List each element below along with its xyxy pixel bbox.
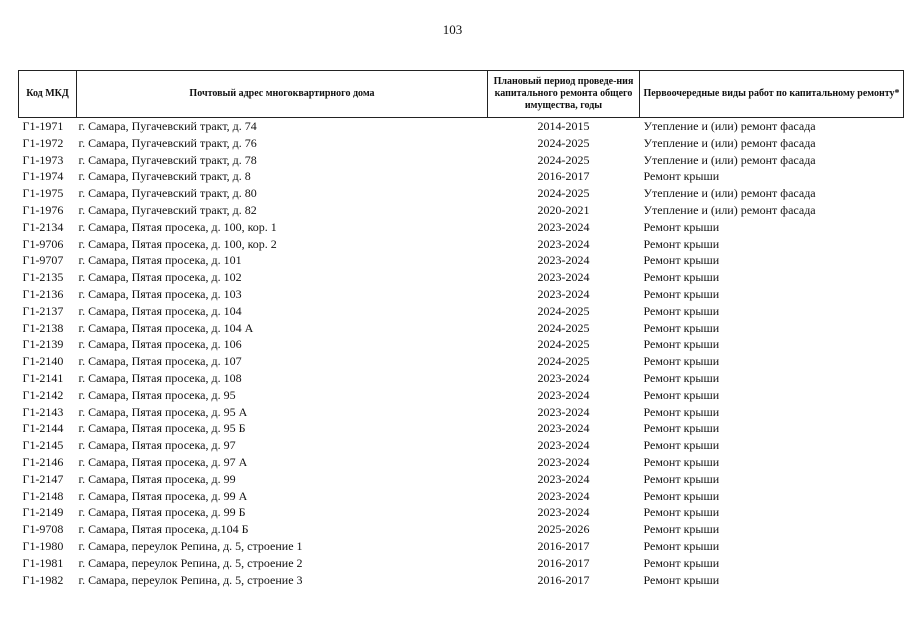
table-row — [19, 555, 904, 572]
table-header — [19, 71, 904, 118]
row-work: Ремонт крыши — [643, 387, 720, 402]
table-row — [19, 471, 904, 488]
row-work: Ремонт крыши — [643, 522, 720, 537]
row-period: 2023-2024 — [537, 454, 590, 469]
table-row — [19, 252, 904, 269]
row-code: Г1-2135 — [22, 270, 64, 285]
table-body — [19, 118, 904, 589]
row-period: 2023-2024 — [537, 438, 590, 453]
table-row — [19, 420, 904, 437]
table-row — [19, 404, 904, 421]
table-row — [19, 168, 904, 185]
row-address: г. Самара, переулок Репина, д. 5, строение 2 — [78, 555, 303, 570]
row-address: г. Самара, Пятая просека, д. 97 — [78, 438, 236, 453]
row-period: 2023-2024 — [537, 488, 590, 503]
header-works: Первоочередные виды работ по капитальному ремонту* — [640, 71, 904, 118]
table-row — [19, 269, 904, 286]
row-code: Г1-2147 — [22, 471, 64, 486]
row-work: Ремонт крыши — [643, 303, 720, 318]
table-row — [19, 135, 904, 152]
row-period: 2016-2017 — [537, 572, 590, 587]
row-code: Г1-1971 — [22, 119, 64, 133]
row-address: г. Самара, Пугачевский тракт, д. 78 — [78, 152, 257, 167]
table-row — [19, 236, 904, 253]
row-work: Ремонт крыши — [643, 169, 720, 184]
row-address: г. Самара, Пятая просека, д. 103 — [78, 286, 242, 301]
row-code: Г1-2143 — [22, 404, 64, 419]
row-code: Г1-9707 — [22, 253, 64, 268]
row-code: Г1-2148 — [22, 488, 64, 503]
header-period: Плановый период проведе-ния капитального ремонта общего имущества, годы — [488, 71, 640, 118]
row-period: 2024-2025 — [537, 337, 590, 352]
row-address: г. Самара, Пятая просека, д. 99 — [78, 471, 236, 486]
row-work: Ремонт крыши — [643, 337, 720, 352]
row-work: Ремонт крыши — [643, 488, 720, 503]
row-address: г. Самара, Пятая просека, д. 100, кор. 2 — [78, 236, 277, 251]
row-address: г. Самара, Пятая просека, д. 104 — [78, 303, 242, 318]
table-row — [19, 572, 904, 589]
row-work: Ремонт крыши — [643, 471, 720, 486]
table-row — [19, 387, 904, 404]
table-row — [19, 118, 904, 135]
row-code: Г1-2144 — [22, 421, 64, 436]
row-work: Утепление и (или) ремонт фасада — [643, 119, 816, 133]
row-address: г. Самара, Пугачевский тракт, д. 8 — [78, 169, 251, 184]
row-work: Ремонт крыши — [643, 286, 720, 301]
row-period: 2024-2025 — [537, 320, 590, 335]
row-period: 2023-2024 — [537, 219, 590, 234]
table-row — [19, 353, 904, 370]
row-work: Ремонт крыши — [643, 270, 720, 285]
row-code: Г1-1980 — [22, 538, 64, 553]
row-code: Г1-1975 — [22, 186, 64, 201]
row-address: г. Самара, переулок Репина, д. 5, строение 3 — [78, 572, 303, 587]
row-period: 2023-2024 — [537, 270, 590, 285]
row-work: Утепление и (или) ремонт фасада — [643, 186, 816, 201]
row-period: 2024-2025 — [537, 152, 590, 167]
row-period: 2024-2025 — [537, 303, 590, 318]
row-code: Г1-2146 — [22, 454, 64, 469]
row-address: г. Самара, Пятая просека, д. 107 — [78, 354, 242, 369]
row-work: Ремонт крыши — [643, 505, 720, 520]
row-work: Утепление и (или) ремонт фасада — [643, 135, 816, 150]
row-period: 2024-2025 — [537, 354, 590, 369]
row-period: 2014-2015 — [537, 119, 590, 133]
row-address: г. Самара, Пятая просека, д. 95 — [78, 387, 236, 402]
repair-table — [18, 70, 904, 588]
row-work: Утепление и (или) ремонт фасада — [643, 202, 816, 217]
table-row — [19, 488, 904, 505]
row-code: Г1-2134 — [22, 219, 64, 234]
row-period: 2016-2017 — [537, 169, 590, 184]
table-row — [19, 219, 904, 236]
row-code: Г1-9708 — [22, 522, 64, 537]
table-row — [19, 521, 904, 538]
row-work: Ремонт крыши — [643, 555, 720, 570]
row-address: г. Самара, Пятая просека, д. 108 — [78, 370, 242, 385]
page-number: 103 — [442, 22, 463, 37]
row-code: Г1-2142 — [22, 387, 64, 402]
row-period: 2023-2024 — [537, 387, 590, 402]
row-address: г. Самара, Пятая просека, д. 97 А — [78, 454, 248, 469]
row-work: Ремонт крыши — [643, 438, 720, 453]
table-header-row — [19, 71, 904, 118]
row-period: 2023-2024 — [537, 253, 590, 268]
row-address: г. Самара, Пугачевский тракт, д. 82 — [78, 202, 257, 217]
row-period: 2023-2024 — [537, 236, 590, 251]
row-code: Г1-2138 — [22, 320, 64, 335]
row-work: Ремонт крыши — [643, 354, 720, 369]
row-work: Ремонт крыши — [643, 538, 720, 553]
row-address: г. Самара, Пугачевский тракт, д. 80 — [78, 186, 257, 201]
table-row — [19, 504, 904, 521]
row-work: Ремонт крыши — [643, 236, 720, 251]
row-code: Г1-2141 — [22, 370, 64, 385]
row-address: г. Самара, Пятая просека, д. 95 Б — [78, 421, 246, 436]
row-code: Г1-2145 — [22, 438, 64, 453]
header-code: Код МКД — [19, 71, 77, 118]
row-code: Г1-2139 — [22, 337, 64, 352]
row-work: Ремонт крыши — [643, 572, 720, 587]
row-code: Г1-9706 — [22, 236, 64, 251]
table-row — [19, 336, 904, 353]
row-address: г. Самара, Пятая просека, д. 95 А — [78, 404, 248, 419]
table-row — [19, 454, 904, 471]
row-code: Г1-2140 — [22, 354, 64, 369]
row-code: Г1-1982 — [22, 572, 64, 587]
row-work: Утепление и (или) ремонт фасада — [643, 152, 816, 167]
row-address: г. Самара, Пугачевский тракт, д. 76 — [78, 135, 257, 150]
row-period: 2024-2025 — [537, 186, 590, 201]
row-address: г. Самара, Пятая просека, д. 101 — [78, 253, 242, 268]
table-row — [19, 370, 904, 387]
table-row — [19, 152, 904, 169]
row-period: 2023-2024 — [537, 421, 590, 436]
row-period: 2016-2017 — [537, 538, 590, 553]
row-work: Ремонт крыши — [643, 320, 720, 335]
row-work: Ремонт крыши — [643, 404, 720, 419]
row-code: Г1-1976 — [22, 202, 64, 217]
row-work: Ремонт крыши — [643, 421, 720, 436]
table-row — [19, 437, 904, 454]
table-row — [19, 286, 904, 303]
row-address: г. Самара, Пятая просека, д.104 Б — [78, 522, 249, 537]
table-row — [19, 303, 904, 320]
row-period: 2016-2017 — [537, 555, 590, 570]
row-period: 2023-2024 — [537, 471, 590, 486]
row-period: 2023-2024 — [537, 370, 590, 385]
table-row — [19, 538, 904, 555]
row-code: Г1-2149 — [22, 505, 64, 520]
row-code: Г1-1972 — [22, 135, 64, 150]
row-code: Г1-2136 — [22, 286, 64, 301]
table-row — [19, 320, 904, 337]
repair-table-container — [18, 70, 903, 588]
row-address: г. Самара, Пугачевский тракт, д. 74 — [78, 119, 257, 133]
row-period: 2020-2021 — [537, 202, 590, 217]
row-address: г. Самара, Пятая просека, д. 106 — [78, 337, 242, 352]
row-work: Ремонт крыши — [643, 253, 720, 268]
table-row — [19, 185, 904, 202]
header-address: Почтовый адрес многоквартирного дома — [77, 71, 488, 118]
row-address: г. Самара, Пятая просека, д. 102 — [78, 270, 242, 285]
row-work: Ремонт крыши — [643, 219, 720, 234]
row-address: г. Самара, Пятая просека, д. 99 А — [78, 488, 248, 503]
row-work: Ремонт крыши — [643, 370, 720, 385]
row-address: г. Самара, Пятая просека, д. 99 Б — [78, 505, 246, 520]
row-period: 2023-2024 — [537, 404, 590, 419]
row-work: Ремонт крыши — [643, 454, 720, 469]
row-address: г. Самара, переулок Репина, д. 5, строение 1 — [78, 538, 303, 553]
row-address: г. Самара, Пятая просека, д. 100, кор. 1 — [78, 219, 277, 234]
row-period: 2024-2025 — [537, 135, 590, 150]
row-period: 2025-2026 — [537, 522, 590, 537]
row-period: 2023-2024 — [537, 286, 590, 301]
row-code: Г1-1974 — [22, 169, 64, 184]
row-address: г. Самара, Пятая просека, д. 104 А — [78, 320, 254, 335]
table-row — [19, 202, 904, 219]
row-period: 2023-2024 — [537, 505, 590, 520]
row-code: Г1-1981 — [22, 555, 64, 570]
row-code: Г1-2137 — [22, 303, 64, 318]
row-code: Г1-1973 — [22, 152, 64, 167]
